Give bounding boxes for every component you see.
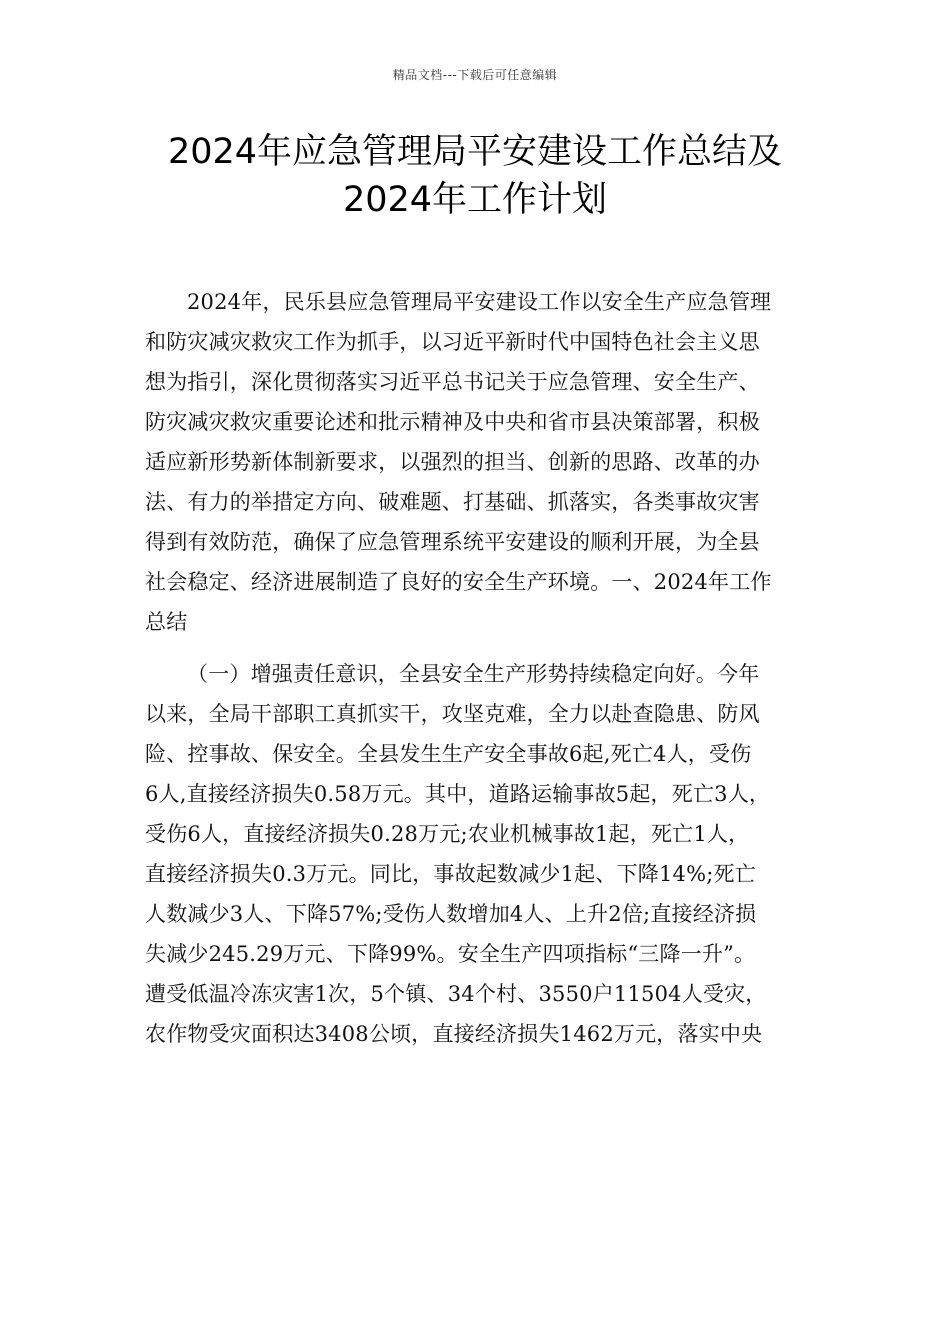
text-line: 和防灾减灾救灾工作为抓手，以习近平新时代中国特色社会主义思 — [145, 330, 760, 354]
text-line: 2024年，民乐县应急管理局平安建设工作以安全生产应急管理 — [187, 290, 772, 314]
text-line: 直接经济损失0.3万元。同比，事故起数减少1起、下降14%;死亡 — [145, 862, 756, 886]
text-line: 受伤6人，直接经济损失0.28万元;农业机械事故1起，死亡1人， — [145, 822, 750, 846]
paragraph-intro — [145, 282, 815, 642]
paragraph-section-1 — [145, 654, 815, 1054]
text-line: 得到有效防范，确保了应急管理系统平安建设的顺利开展，为全县 — [145, 530, 760, 554]
text-line: 适应新形势新体制新要求，以强烈的担当、创新的思路、改革的办 — [145, 450, 760, 474]
text-line: 防灾减灾救灾重要论述和批示精神及中央和省市县决策部署，积极 — [145, 410, 760, 434]
text-line: 农作物受灾面积达3408公顷，直接经济损失1462万元，落实中央 — [145, 1022, 763, 1046]
text-line: 总结 — [145, 610, 188, 634]
document-body — [145, 282, 815, 1054]
text-line: （一）增强责任意识，全县安全生产形势持续稳定向好。今年 — [187, 662, 760, 686]
text-line: 人数减少3人、下降57%;受伤人数增加4人、上升2倍;直接经济损 — [145, 902, 757, 926]
text-line: 失减少245.29万元、下降99%。安全生产四项指标“三降一升”。 — [145, 942, 756, 966]
text-line: 险、控事故、保安全。全县发生生产安全事故6起,死亡4人，受伤 — [145, 742, 752, 766]
text-line: 遭受低温冷冻灾害1次，5个镇、34个村、3550户11504人受灾， — [145, 982, 767, 1006]
title-line-2: 2024年工作计划 — [342, 180, 608, 220]
header-note: 精品文档---下载后可任意编辑 — [392, 68, 558, 82]
text-line: 想为指引，深化贯彻落实习近平总书记关于应急管理、安全生产、 — [145, 370, 760, 394]
document-title — [100, 128, 850, 224]
text-line: 6人,直接经济损失0.58万元。其中，道路运输事故5起，死亡3人， — [145, 782, 771, 806]
text-line: 法、有力的举措定方向、破难题、打基础、抓落实，各类事故灾害 — [145, 490, 760, 514]
text-line: 社会稳定、经济进展制造了良好的安全生产环境。一、2024年工作 — [145, 570, 772, 594]
text-line: 以来，全局干部职工真抓实干，攻坚克难，全力以赴查隐患、防风 — [145, 702, 760, 726]
title-line-1: 2024年应急管理局平安建设工作总结及 — [167, 132, 783, 172]
